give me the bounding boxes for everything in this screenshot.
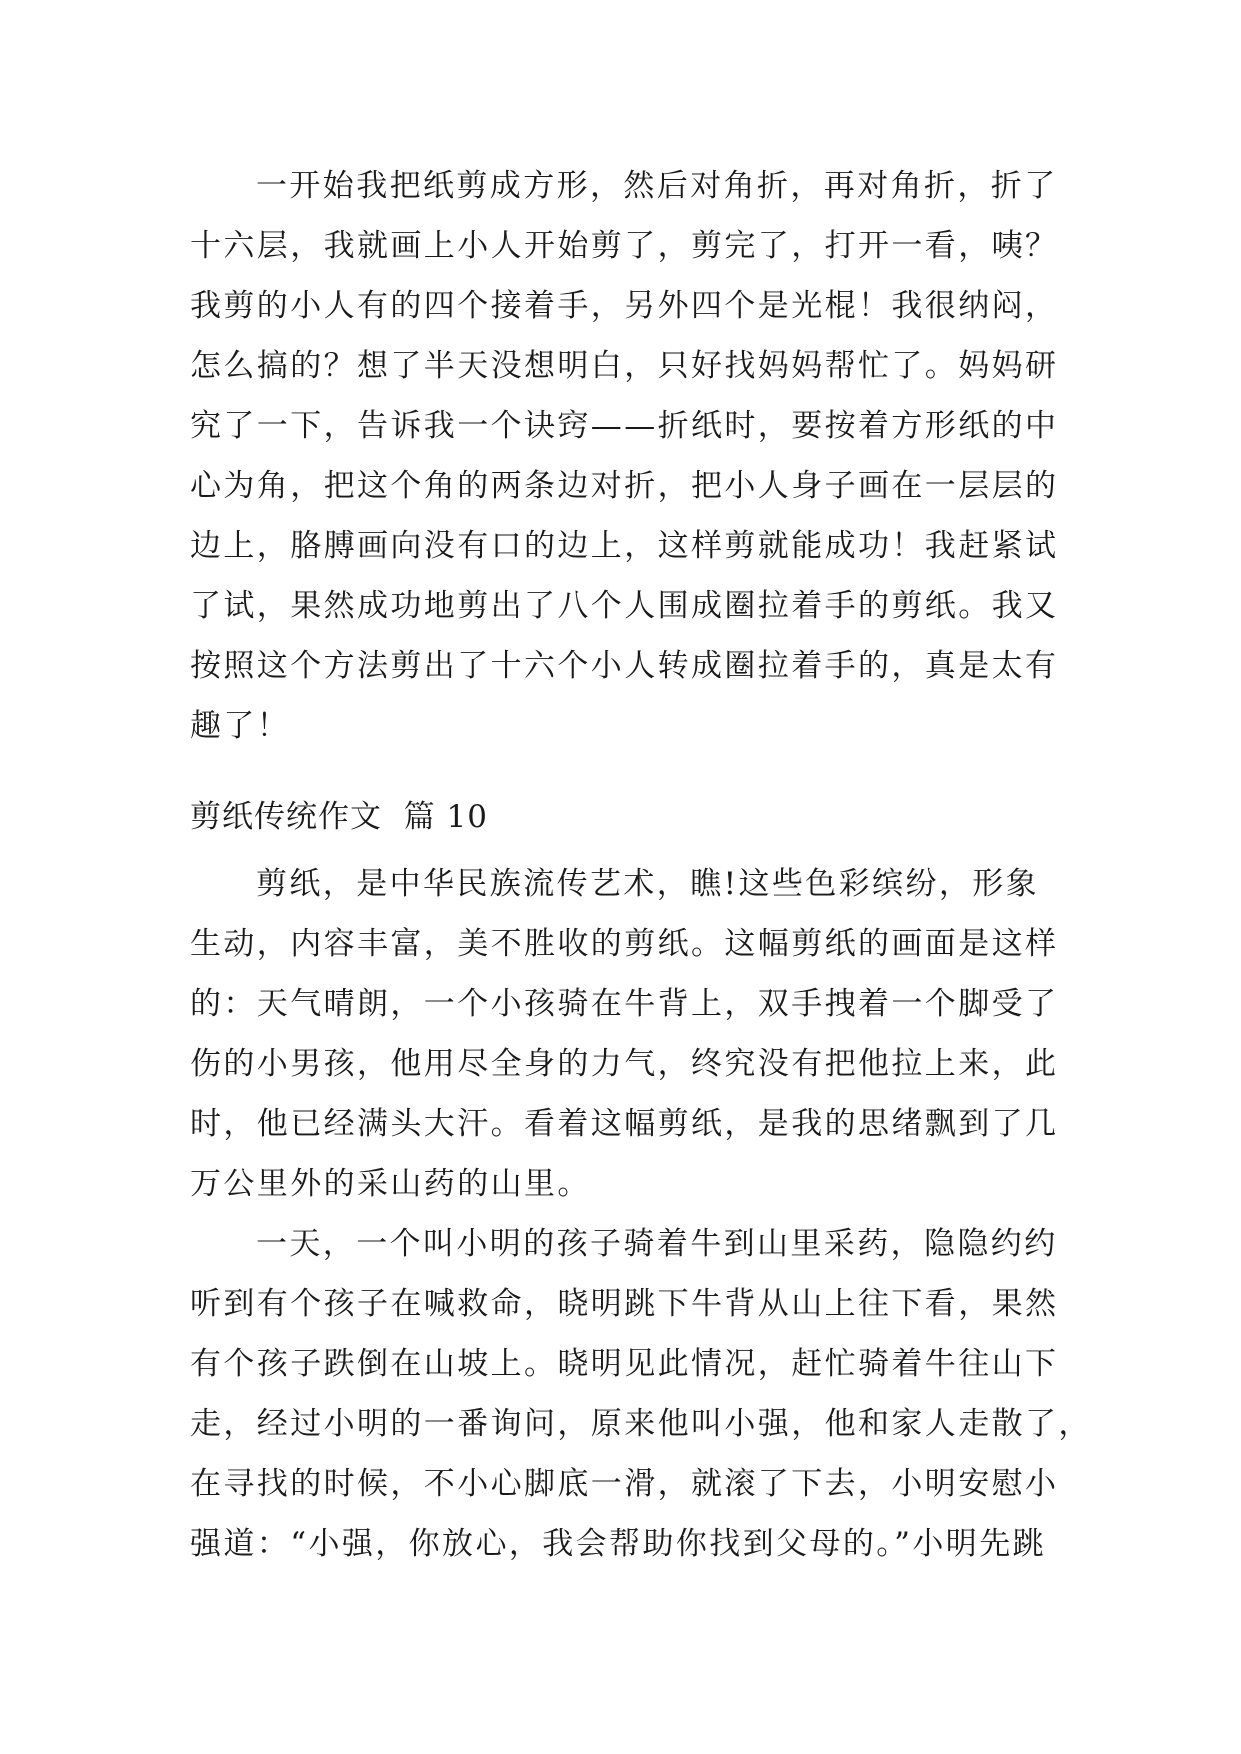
text-line: 强道：“小强，你放心，我会帮助你找到父母的。”小明先跳: [190, 1526, 1046, 1562]
text-line: 生动，内容丰富，美不胜收的剪纸。这幅剪纸的画面是这样: [190, 926, 1059, 962]
text-line: 心为角，把这个角的两条边对折，把小人身子画在一层层的: [190, 468, 1059, 504]
text-line: 趣了！: [190, 708, 291, 744]
text-line: 万公里外的采山药的山里。: [190, 1166, 591, 1202]
text-line: 了试，果然成功地剪出了八个人围成圈拉着手的剪纸。我又: [190, 588, 1059, 624]
text-line: 十六层，我就画上小人开始剪了，剪完了，打开一看，咦？: [190, 228, 1059, 264]
text-line: 一天，一个叫小明的孩子骑着牛到山里采药，隐隐约约: [256, 1226, 1058, 1262]
text-line: 我剪的小人有的四个接着手，另外四个是光棍！我很纳闷，: [190, 288, 1059, 324]
text-line: 在寻找的时候，不小心脚底一滑，就滚了下去，小明安慰小: [190, 1466, 1059, 1502]
text-line: 究了一下，告诉我一个诀窍——折纸时，要按着方形纸的中: [190, 408, 1059, 444]
text-line: 边上，胳膊画向没有口的边上，这样剪就能成功！我赶紧试: [190, 528, 1059, 564]
text-line: 怎么搞的？想了半天没想明白，只好找妈妈帮忙了。妈妈研: [190, 348, 1059, 384]
text-line: 伤的小男孩，他用尽全身的力气，终究没有把他拉上来，此: [190, 1046, 1059, 1082]
text-line: 听到有个孩子在喊救命，晓明跳下牛背从山上往下看，果然: [190, 1286, 1059, 1322]
text-line: 剪纸，是中华民族流传艺术，瞧!这些色彩缤纷，形象: [256, 866, 1040, 902]
text-line: 时，他已经满头大汗。看着这幅剪纸，是我的思绪飘到了几: [190, 1106, 1059, 1142]
text-line: 按照这个方法剪出了十六个小人转成圈拉着手的，真是太有: [190, 648, 1059, 684]
section-heading: 剪纸传统作文 篇 10: [190, 799, 489, 835]
text-line: 的：天气晴朗，一个小孩骑在牛背上，双手拽着一个脚受了: [190, 986, 1059, 1022]
text-line: 有个孩子跌倒在山坡上。晓明见此情况，赶忙骑着牛往山下: [190, 1346, 1059, 1382]
text-line: 一开始我把纸剪成方形，然后对角折，再对角折，折了: [256, 168, 1058, 204]
text-line: 走，经过小明的一番询问，原来他叫小强，他和家人走散了，: [190, 1406, 1092, 1442]
